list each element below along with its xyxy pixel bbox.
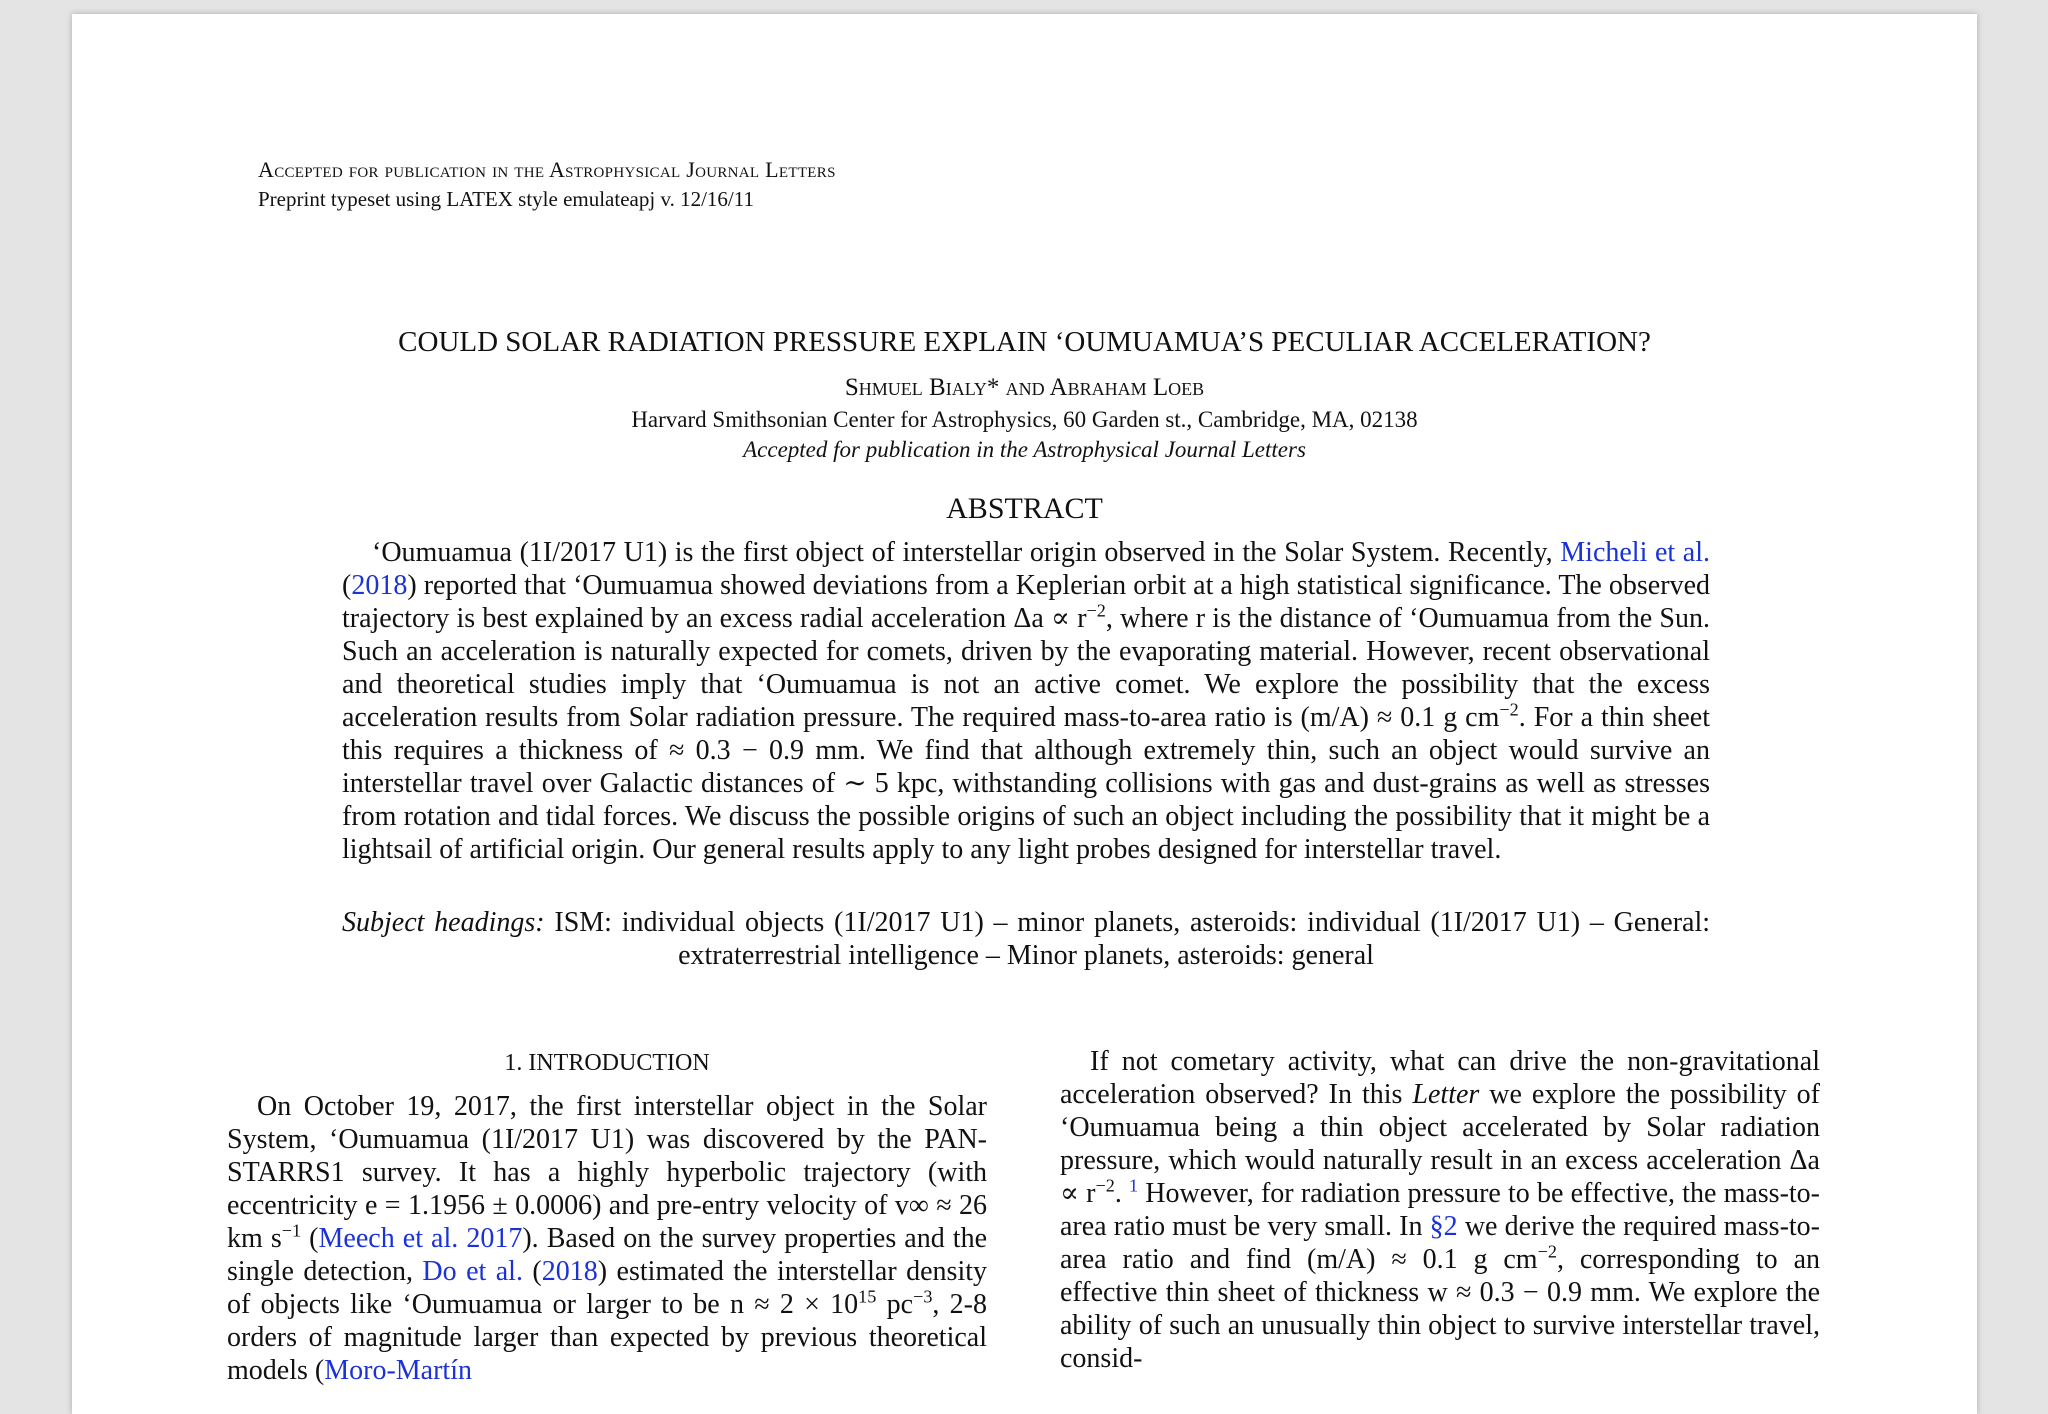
intro-text-2: (	[301, 1223, 319, 1254]
abstract-cite-open: (	[342, 570, 352, 601]
intro-text-6: , 2-8 orders of magnitude larger than expected by previous theoretical models (	[227, 1289, 988, 1386]
intro-text-3: ). Based on the survey properties and the single detection,	[227, 1223, 988, 1287]
paper-authors: Shmuel Bialy* and Abraham Loeb	[844, 374, 1205, 401]
preprint-suffix: style emulateapj v. 12/16/11	[512, 187, 754, 211]
abstract-text-2: ) reported that ‘Oumuamua showed deviations from a Keplerian orbit at a high statistical significance. The observed trajectory is best explained by an excess radial acceleration Δa ∝ r	[342, 570, 1710, 634]
intro-text-4: ) estimated the interstellar density of objects like ‘Oumuamua or larger to be n ≈ 2 × 10	[227, 1256, 987, 1320]
exponent: −1	[281, 1220, 302, 1241]
right-text-1: If not cometary activity, what can drive the non-gravitational acceleration observed? In this	[1060, 1046, 1820, 1110]
paper-page	[72, 14, 1977, 1414]
preprint-prefix: Preprint typeset using	[258, 187, 447, 211]
exponent: 15	[858, 1286, 877, 1307]
exponent: −2	[1499, 699, 1519, 720]
intro-paragraph	[227, 1090, 987, 1387]
journal-header-text: Accepted for publication in the Astrophysical Journal Letters	[258, 157, 836, 182]
paper-title: COULD SOLAR RADIATION PRESSURE EXPLAIN ‘OUMUAMUA’S PECULIAR ACCELERATION?	[398, 326, 1651, 358]
intro-text-5: pc	[876, 1289, 914, 1320]
subject-headings-label: Subject headings:	[342, 907, 545, 938]
citation-link-moro-martin[interactable]: Moro-Martín	[324, 1355, 472, 1386]
latex-logo: LATEX	[446, 187, 513, 211]
citation-link-micheli-author[interactable]: Micheli et al.	[1560, 537, 1710, 568]
right-text-3: .	[1114, 1178, 1130, 1209]
section-heading-introduction: 1. INTRODUCTION	[504, 1050, 710, 1076]
intro-text-1: On October 19, 2017, the first interstellar object in the Solar System, ‘Oumuamua (1I/2017 U1) was discovered by the PAN-STARRS1 survey. It has a highly hyperbolic trajectory (with eccentricity e = 1.1956 ± 0.0006) and pre-entry velocity of v∞ ≈ 26 km s	[227, 1091, 987, 1254]
author-affiliation: Harvard Smithsonian Center for Astrophysics, 60 Garden st., Cambridge, MA, 02138	[631, 407, 1418, 432]
right-text-6: , corresponding to an effective thin sheet of thickness w ≈ 0.3 − 0.9 mm. We explore the ability of such an unusually thin object to survive interstellar travel, consid-	[1060, 1244, 1820, 1374]
intro-cite-open: (	[522, 1256, 542, 1287]
abstract-text-1: ‘Oumuamua (1I/2017 U1) is the first object of interstellar origin observed in the Solar System. Recently,	[372, 537, 1561, 568]
citation-link-meech[interactable]: Meech et al. 2017	[318, 1223, 523, 1254]
exponent: −3	[913, 1286, 933, 1307]
exponent: −2	[1086, 600, 1106, 621]
citation-link-micheli-year[interactable]: 2018	[351, 570, 408, 601]
exponent: −2	[1095, 1175, 1115, 1196]
abstract-text-3: , where r is the distance of ‘Oumuamua from the Sun. Such an acceleration is naturally expected for comets, driven by the evaporating material. However, recent observational and theoretical studies imply that ‘Oumuamua is not an active comet. We explore the possibility that the excess acceleration results from Solar radiation pressure. The required mass-to-area ratio is (m/A) ≈ 0.1 g cm	[342, 603, 1710, 733]
subject-headings-text: ISM: individual objects (1I/2017 U1) – minor planets, asteroids: individual (1I/2017 U1) – General: extraterrestrial intelligence – Minor planets, asteroids: general	[544, 907, 1711, 971]
citation-link-do-year[interactable]: 2018	[541, 1256, 598, 1287]
right-text-4: However, for radiation pressure to be effective, the mass-to-area ratio must be very small. In	[1060, 1178, 1821, 1242]
footnote-link[interactable]: 1	[1129, 1175, 1139, 1196]
exponent: −2	[1537, 1241, 1557, 1262]
letter-word: Letter	[1412, 1079, 1480, 1110]
section-2-link[interactable]: §2	[1429, 1211, 1458, 1242]
subject-headings	[342, 906, 1710, 972]
preprint-line	[258, 187, 754, 212]
abstract-text-4: . For a thin sheet this requires a thickness of ≈ 0.3 − 0.9 mm. We find that although extremely thin, such an object would survive an interstellar travel over Galactic distances of ∼ 5 kpc, withstanding collisions with gas and dust-grains as well as stresses from rotation and tidal forces. We discuss the possible origins of such an object including the possibility that it might be a lightsail of artificial origin. Our general results apply to any light probes designed for interstellar travel.	[342, 702, 1710, 865]
accepted-note: Accepted for publication in the Astrophysical Journal Letters	[743, 437, 1306, 462]
abstract-heading: ABSTRACT	[946, 492, 1103, 525]
right-text-5: we derive the required mass-to-area ratio and find (m/A) ≈ 0.1 g cm	[1060, 1211, 1820, 1275]
abstract-body	[342, 536, 1710, 866]
right-text-2: we explore the possibility of ‘Oumuamua being a thin object accelerated by Solar radiation pressure, which would naturally result in an excess acceleration Δa ∝ r	[1060, 1079, 1821, 1209]
journal-header-line	[258, 157, 836, 183]
right-column-paragraph	[1060, 1045, 1820, 1375]
citation-link-do-author[interactable]: Do et al.	[422, 1256, 523, 1287]
